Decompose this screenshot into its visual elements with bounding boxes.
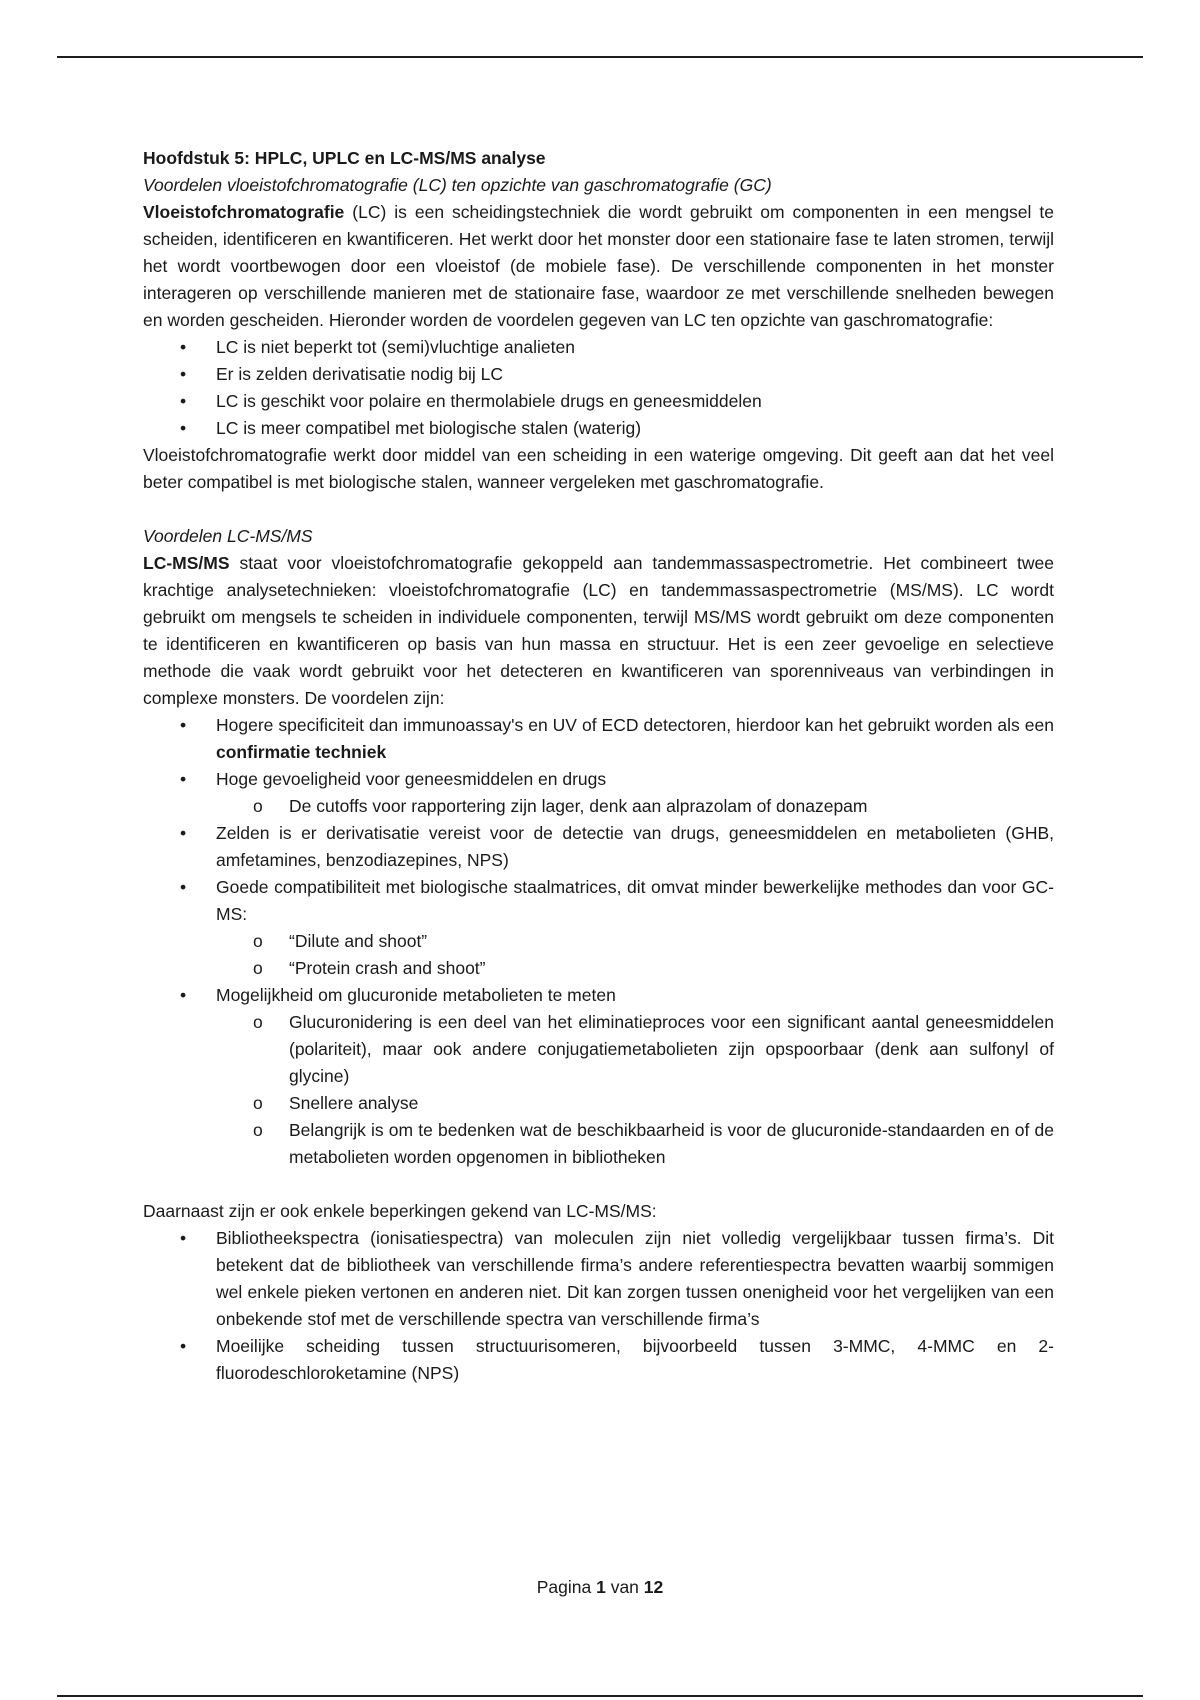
footer-rule (57, 1695, 1143, 1697)
sub-list-item: o Snellere analyse (289, 1090, 1054, 1117)
footer-current-page: 1 (596, 1577, 606, 1597)
list-item (216, 712, 1054, 766)
term-lcmsms: LC-MS/MS (143, 553, 230, 573)
term-lc: Vloeistofchromatografie (143, 202, 345, 222)
list-item: • Zelden is er derivatisatie vereist voor de detectie van drugs, geneesmiddelen en metabolieten (GHB, amfetamines, benzodiazepines, NPS) (216, 820, 1054, 874)
sub-list (216, 1009, 1054, 1171)
sub-list (216, 793, 1054, 820)
footer-of-word: van (610, 1577, 639, 1597)
footer-total-pages: 12 (643, 1577, 664, 1597)
list-item: • LC is geschikt voor polaire en thermolabiele drugs en geneesmiddelen (216, 388, 1054, 415)
list-item: • LC is niet beperkt tot (semi)vluchtige analieten (216, 334, 1054, 361)
sub-list-item: o Glucuronidering is een deel van het eliminatieproces voor een significant aantal geneesmiddelen (polariteit), maar ook andere conjugatiemetabolieten zijn opspoorbaar (denk aan sulfonyl of glycine) (289, 1009, 1054, 1090)
footer-page-word: Pagina (536, 1577, 592, 1597)
paragraph-lcmsms-intro-text: staat voor vloeistofchromatografie gekoppeld aan tandemmassaspectrometrie. Het combineert twee krachtige analysetechnieken: vloeistofchromatografie (LC) en tandemmassaspectrometrie (MS/MS). LC wordt gebruikt om mengsels te scheiden in individuele componenten, terwijl MS/MS wordt gebruikt om deze componenten te identificeren en kwantificeren op basis van hun massa en structuur. Het is een zeer gevoelige en selectieve methode die vaak wordt gebruikt voor het detecteren en kwantificeren van sporenniveaus van verbindingen in complexe monsters. De voordelen zijn: (143, 553, 1054, 708)
paragraph-lc-intro-text: (LC) is een scheidingstechniek die wordt gebruikt om componenten in een mengsel te scheiden, identificeren en kwantificeren. Het werkt door het monster door een stationaire fase te laten stromen, terwijl het wordt voortbewogen door een vloeistof (de mobiele fase). De verschillende componenten in het monster interageren op verschillende manieren met de stationaire fase, waardoor ze met verschillende snelheden bewegen en worden gescheiden. Hieronder worden de voordelen gegeven van LC ten opzichte van gaschromatografie: (143, 202, 1054, 330)
lc-advantages-list (143, 334, 1054, 442)
list-item: • Er is zelden derivatisatie nodig bij LC (216, 361, 1054, 388)
list-item (216, 982, 1054, 1171)
paragraph-lcmsms-intro (143, 550, 1054, 712)
lcmsms-advantages-list (143, 712, 1054, 1171)
spacer (143, 496, 1054, 523)
list-item: • Moeilijke scheiding tussen structuurisomeren, bijvoorbeeld tussen 3-MMC, 4-MMC en 2-fluorodeschloroketamine (NPS) (216, 1333, 1054, 1387)
list-item-text: Hogere specificiteit dan immunoassay's en UV of ECD detectoren, hierdoor kan het gebruikt worden als een (216, 715, 1054, 735)
page-footer (0, 1574, 1200, 1601)
section-heading-lc-vs-gc: Voordelen vloeistofchromatografie (LC) ten opzichte van gaschromatografie (GC) (143, 175, 772, 195)
list-item: • Bibliotheekspectra (ionisatiespectra) van moleculen zijn niet volledig vergelijkbaar tussen firma’s. Dit betekent dat de bibliotheek van verschillende firma’s andere referentiespectra bevatten waarbij sommigen wel enkele pieken vertonen en anderen niet. Dit kan zorgen tussen onenigheid voor het vergelijken van een onbekende stof met de verschillende spectra van verschillende firma’s (216, 1225, 1054, 1333)
list-item (216, 766, 1054, 820)
list-item-text: Mogelijkheid om glucuronide metabolieten te meten (216, 985, 616, 1005)
document-body (143, 145, 1054, 1387)
sub-list-item: o “Protein crash and shoot” (289, 955, 1054, 982)
section-heading-lcmsms: Voordelen LC-MS/MS (143, 526, 313, 546)
sub-list (216, 928, 1054, 982)
lcmsms-limitations-list (143, 1225, 1054, 1387)
header-rule (57, 56, 1143, 58)
paragraph-lc-intro (143, 199, 1054, 334)
list-item: • LC is meer compatibel met biologische stalen (waterig) (216, 415, 1054, 442)
list-item-text: Hoge gevoeligheid voor geneesmiddelen en drugs (216, 769, 607, 789)
sub-list-item: o De cutoffs voor rapportering zijn lager, denk aan alprazolam of donazepam (289, 793, 1054, 820)
list-item (216, 874, 1054, 982)
sub-list-item: o Belangrijk is om te bedenken wat de beschikbaarheid is voor de glucuronide-standaarden en of de metabolieten worden opgenomen in bibliotheken (289, 1117, 1054, 1171)
list-item-text: Goede compatibiliteit met biologische staalmatrices, dit omvat minder bewerkelijke methodes dan voor GC-MS: (216, 877, 1054, 924)
spacer (143, 1171, 1054, 1198)
sub-list-item: o “Dilute and shoot” (289, 928, 1054, 955)
paragraph-lc-closing: Vloeistofchromatografie werkt door middel van een scheiding in een waterige omgeving. Dit geeft aan dat het veel beter compatibel is met biologische stalen, wanneer vergeleken met gaschromatografie. (143, 445, 1054, 492)
paragraph-limitations-intro: Daarnaast zijn er ook enkele beperkingen gekend van LC-MS/MS: (143, 1201, 657, 1221)
term-confirmatie: confirmatie techniek (216, 742, 387, 762)
chapter-title: Hoofdstuk 5: HPLC, UPLC en LC-MS/MS analyse (143, 148, 546, 168)
